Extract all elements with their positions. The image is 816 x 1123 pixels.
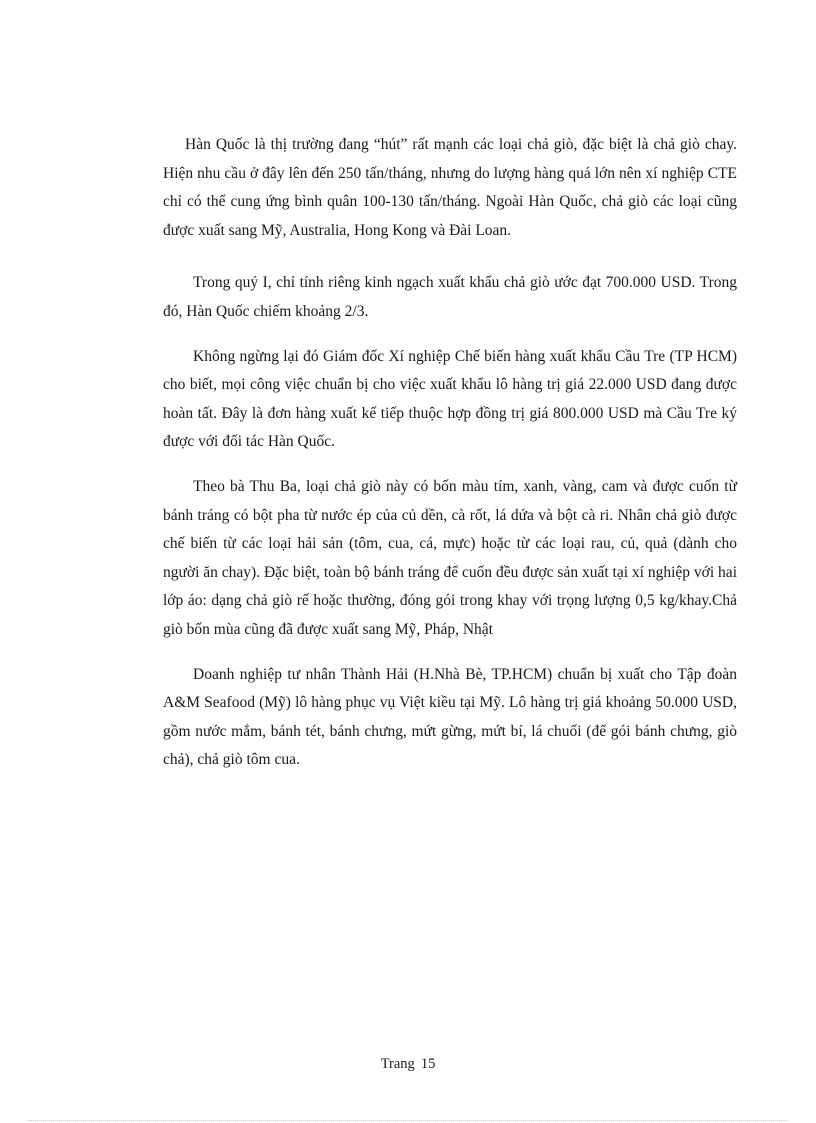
paragraph-cau-tre-order: Không ngừng lại đó Giám đốc Xí nghiệp Chế biến hàng xuất khẩu Cầu Tre (TP HCM) cho biết, mọi công việc chuẩn bị cho việc xuất khẩu lô hàng trị giá 22.000 USD đang được hoàn tất. Đây là đơn hàng xuất kế tiếp thuộc hợp đồng trị giá 800.000 USD mà Cầu Tre ký được với đối tác Hàn Quốc. <box>163 347 737 451</box>
paragraph-quarter-export: Trong quý I, chỉ tính riêng kinh ngạch xuất khẩu chả giò ước đạt 700.000 USD. Trong đó, Hàn Quốc chiếm khoảng 2/3. <box>163 274 737 320</box>
body-text <box>163 131 737 791</box>
page-label: Trang <box>380 1056 415 1072</box>
page-bottom-divider <box>28 1120 788 1121</box>
paragraph-korea-market: Hàn Quốc là thị trường đang “hút” rất mạnh các loại chả giò, đặc biệt là chả giò chay. Hiện nhu cầu ở đây lên đến 250 tấn/tháng, nhưng do lượng hàng quá lớn nên xí nghiệp CTE chỉ có thể cung ứng bình quân 100-130 tấn/tháng. Ngoài Hàn Quốc, chả giò các loại cũng được xuất sang Mỹ, Australia, Hong Kong và Đài Loan. <box>163 136 737 239</box>
page-number: 15 <box>420 1056 436 1072</box>
page-footer <box>0 1056 816 1073</box>
paragraph-thanh-hai: Doanh nghiệp tư nhân Thành Hải (H.Nhà Bè, TP.HCM) chuẩn bị xuất cho Tập đoàn A&M Seafood (Mỹ) lô hàng phục vụ Việt kiều tại Mỹ. Lô hàng trị giá khoảng 50.000 USD, gồm nước mắm, bánh tét, bánh chưng, mứt gừng, mứt bí, lá chuối (để gói bánh chưng, giò chả), chả giò tôm cua. <box>163 665 737 769</box>
paragraph-four-colors: Theo bà Thu Ba, loại chả giò này có bốn màu tím, xanh, vàng, cam và được cuốn từ bánh tráng có bột pha từ nước ép của củ dền, cà rốt, lá dứa và bột cà ri. Nhân chả giò được chế biến từ các loại hải sản (tôm, cua, cá, mực) hoặc từ các loại rau, củ, quả (dành cho người ăn chay). Đặc biệt, toàn bộ bánh tráng để cuốn đều được sản xuất tại xí nghiệp với hai lớp áo: dạng chả giò rế hoặc thường, đóng gói trong khay với trọng lượng 0,5 kg/khay.Chả giò bốn mùa cũng đã được xuất sang Mỹ, Pháp, Nhật <box>163 477 737 638</box>
